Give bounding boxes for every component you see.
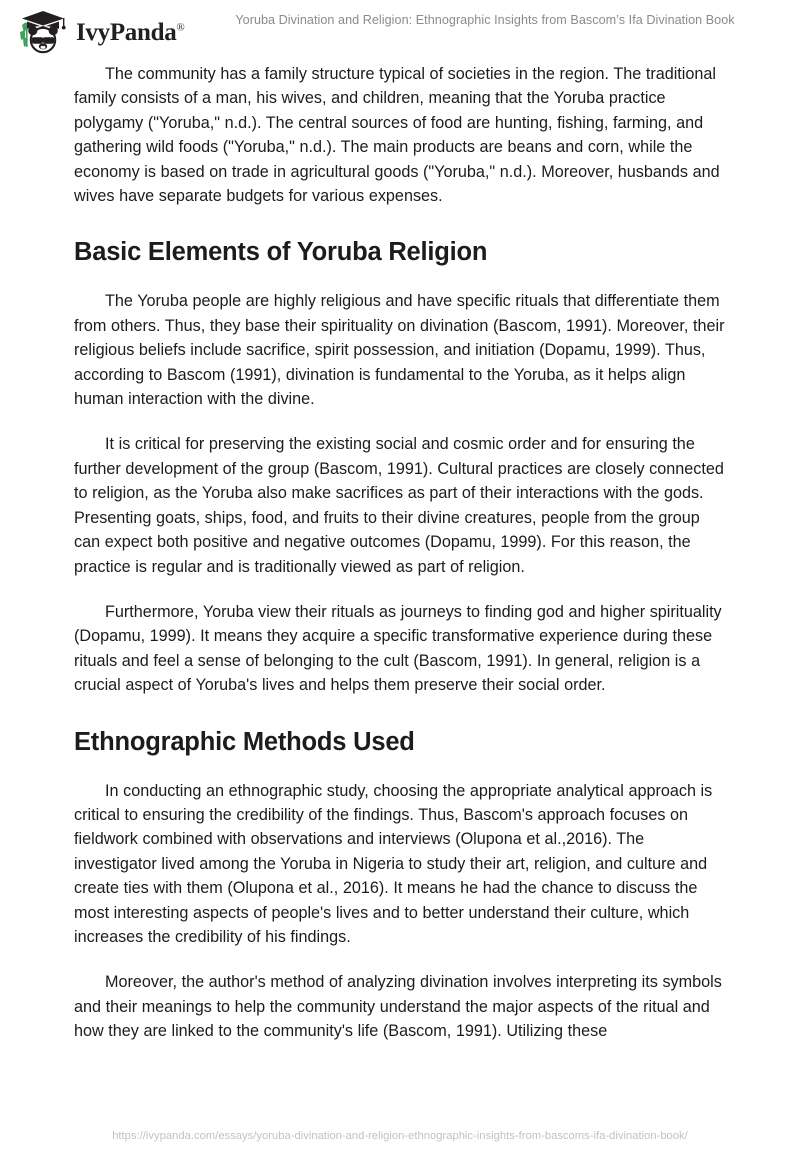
document-body <box>74 62 726 1065</box>
section-heading: Ethnographic Methods Used <box>74 727 415 756</box>
page-header <box>0 0 800 62</box>
body-paragraph: It is critical for preserving the existing social and cosmic order and for ensuring the further development of the group (Bascom, 1991). Cultural practices are closely connected to religion, as the Yoruba also make sacrifices as part of their interactions with the gods. Presenting goats, ships, food, and fruits to their divine creatures, people from the group can expect both positive and negative outcomes (Dopamu, 1999). For this reason, the practice is regular and is traditionally viewed as part of religion. <box>74 435 724 576</box>
brand-name-text: IvyPanda <box>76 18 177 46</box>
heading-spacer <box>74 229 726 237</box>
document-title-header: Yoruba Divination and Religion: Ethnographic Insights from Bascom’s Ifa Divination Book <box>235 13 735 27</box>
body-paragraph: Moreover, the author's method of analyzing divination involves interpreting its symbols and their meanings to help the community understand the major aspects of the ritual and how they are linked to the community's life (Bascom, 1991). Utilizing these <box>74 973 722 1041</box>
body-paragraph: In conducting an ethnographic study, choosing the appropriate analytical approach is critical to ensuring the credibility of the findings. Thus, Bascom's approach focuses on fieldwork combined with observations and interviews (Olupona et al.,2016). The investigator lived among the Yoruba in Nigeria to study their art, religion, and culture and create ties with them (Olupona et al., 2016). It means he had the chance to discuss the most interesting aspects of people's lives and to better understand their culture, which increases the credibility of his findings. <box>74 781 713 946</box>
panda-graduate-logo-icon <box>14 9 72 55</box>
heading-spacer <box>74 267 726 289</box>
registered-mark: ® <box>176 21 185 34</box>
body-paragraph: The Yoruba people are highly religious and have specific rituals that differentiate them from others. Thus, they base their spirituality on divination (Bascom, 1991). Moreover, their religious beliefs include sacrifice, spirit possession, and initiation (Dopamu, 1999). Thus, according to Bascom (1991), divination is fundamental to the Yoruba, as it helps align human interaction with the divine. <box>74 292 725 409</box>
source-url-footer[interactable]: https://ivypanda.com/essays/yoruba-divination-and-religion-ethnographic-insights-from-bascoms-ifa-divination-book/ <box>112 1130 688 1142</box>
brand-wordmark <box>76 20 184 45</box>
brand-logo[interactable] <box>14 9 194 55</box>
body-paragraph: Furthermore, Yoruba view their rituals as journeys to finding god and higher spirituality (Dopamu, 1999). It means they acquire a specific transformative experience during these rituals and feel a sense of belonging to the cult (Bascom, 1991). In general, religion is a crucial aspect of Yoruba's lives and helps them preserve their social order. <box>74 602 722 695</box>
body-paragraph: The community has a family structure typical of societies in the region. The traditional family consists of a man, his wives, and children, meaning that the Yoruba practice polygamy ("Yoruba," n.d.). The central sources of food are hunting, fishing, farming, and gathering wild foods ("Yoruba," n.d.). The main products are beans and corn, while the economy is based on trade in agricultural goods ("Yoruba," n.d.). Moreover, husbands and wives have separate budgets for various expenses. <box>74 65 720 206</box>
heading-spacer <box>74 757 726 779</box>
heading-spacer <box>74 719 726 727</box>
section-heading: Basic Elements of Yoruba Religion <box>74 238 488 267</box>
